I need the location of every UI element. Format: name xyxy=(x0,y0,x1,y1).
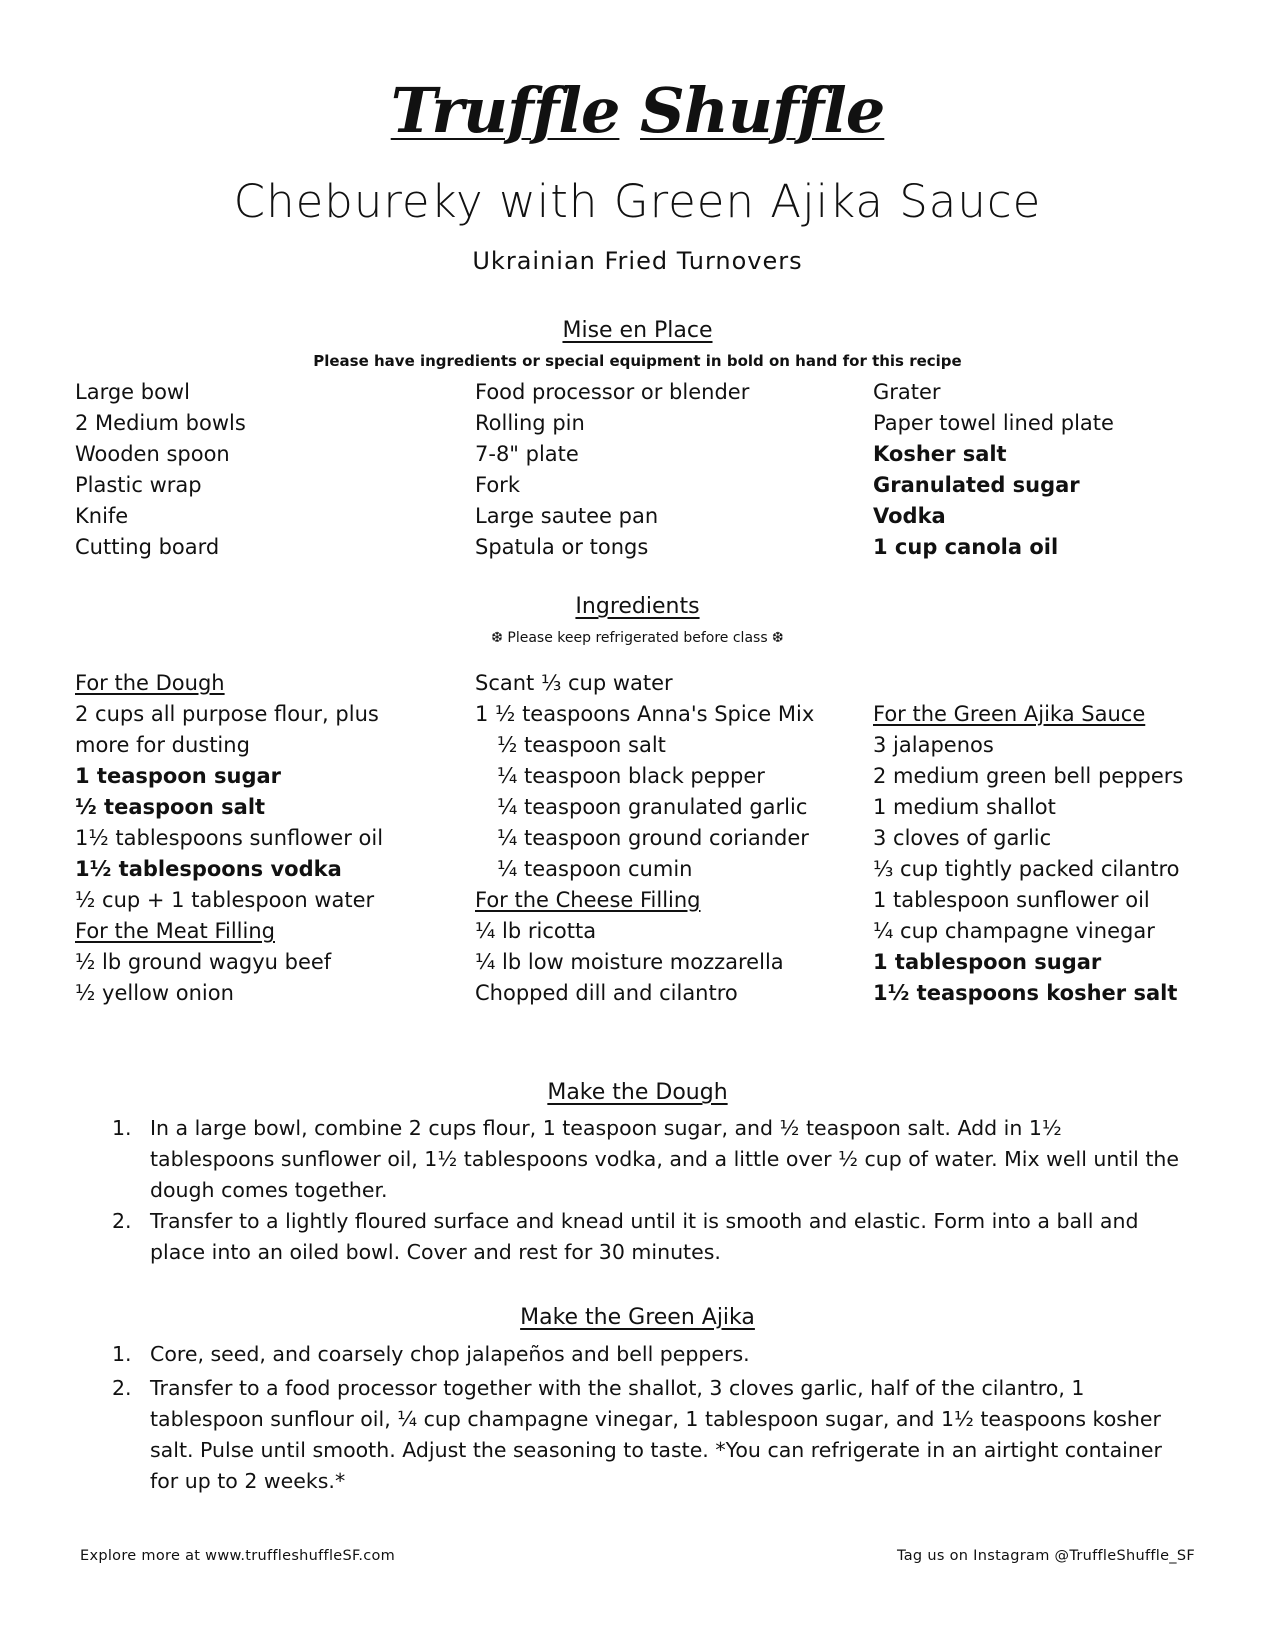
ingredient-item: more for dusting xyxy=(75,733,250,757)
ingredient-item: ½ yellow onion xyxy=(75,981,234,1005)
refrigerate-note: ❆ Please keep refrigerated before class ❆ xyxy=(491,630,784,646)
step-text: Transfer to a food processor together with the shallot, 3 cloves garlic, half of the cilantro, 1 tablespoon sunflour oil, ¼ cup champagne vinegar, 1 tablespoon sugar, and 1½ teaspoons kosher salt. Pulse until smooth. Adjust the seasoning to taste. *You can refrigerate in an airtight container for up to 2 weeks.* xyxy=(150,1376,1162,1493)
equipment-item: Large sautee pan xyxy=(475,504,659,528)
step-text: Transfer to a lightly floured surface and knead until it is smooth and elastic. Form into a ball and place into an oiled bowl. Cover and rest for 30 minutes. xyxy=(150,1209,1139,1264)
equipment-item: Cutting board xyxy=(75,535,220,559)
ingredient-item: ½ lb ground wagyu beef xyxy=(75,950,332,974)
mise-en-place-heading: Mise en Place xyxy=(562,318,713,343)
step-text: In a large bowl, combine 2 cups flour, 1 teaspoon sugar, and ½ teaspoon salt. Add in 1½ tablespoons sunflower oil, 1½ tablespoons vodka, and a little over ½ cup of water. Mix well until the dough comes together. xyxy=(150,1116,1179,1202)
step-number: 2. xyxy=(112,1209,132,1233)
equipment-column-2 xyxy=(475,377,855,563)
spice-mix-item: ¼ teaspoon black pepper xyxy=(497,764,765,788)
step-number: 1. xyxy=(112,1116,132,1140)
ajika-steps xyxy=(100,1339,1190,1497)
footer-website: Explore more at www.truffleshuffleSF.com xyxy=(80,1548,396,1564)
spice-mix-item: ¼ teaspoon ground coriander xyxy=(497,826,809,850)
ingredients-column-1 xyxy=(75,668,455,1009)
make-ajika-heading: Make the Green Ajika xyxy=(520,1305,755,1330)
equipment-item: Rolling pin xyxy=(475,411,585,435)
spice-mix-item: ¼ teaspoon granulated garlic xyxy=(497,795,808,819)
equipment-column-1 xyxy=(75,377,455,563)
ingredient-item: 3 cloves of garlic xyxy=(873,826,1052,850)
equipment-item-bold: 1 cup canola oil xyxy=(873,535,1059,559)
ingredient-item: ¼ lb ricotta xyxy=(475,919,597,943)
ingredient-item: 2 cups all purpose flour, plus xyxy=(75,702,379,726)
ingredient-item: ½ cup + 1 tablespoon water xyxy=(75,888,375,912)
dough-subheading: For the Dough xyxy=(75,671,225,695)
equipment-item: 7-8" plate xyxy=(475,442,579,466)
ajika-sauce-subheading: For the Green Ajika Sauce xyxy=(873,702,1146,726)
ingredient-item-bold: ½ teaspoon salt xyxy=(75,795,266,819)
cheese-filling-subheading: For the Cheese Filling xyxy=(475,888,701,912)
ingredient-item: 3 jalapenos xyxy=(873,733,994,757)
ingredient-item: 1 ½ teaspoons Anna's Spice Mix xyxy=(475,702,815,726)
recipe-title: Chebureky with Green Ajika Sauce xyxy=(233,175,1042,228)
logo-word-1: Truffle xyxy=(390,74,620,147)
ajika-step xyxy=(100,1373,1190,1497)
ingredient-item-bold: 1½ teaspoons kosher salt xyxy=(873,981,1178,1005)
dough-step xyxy=(100,1113,1190,1206)
ingredient-item: ¼ cup champagne vinegar xyxy=(873,919,1155,943)
equipment-item-bold: Granulated sugar xyxy=(873,473,1080,497)
ingredients-heading: Ingredients xyxy=(575,594,700,619)
footer-instagram: Tag us on Instagram @TruffleShuffle_SF xyxy=(896,1548,1195,1564)
make-dough-heading: Make the Dough xyxy=(547,1080,728,1105)
equipment-note: Please have ingredients or special equipment in bold on hand for this recipe xyxy=(313,352,962,370)
logo-word-2: Shuffle xyxy=(640,74,885,147)
ingredient-item: ⅓ cup tightly packed cilantro xyxy=(873,857,1180,881)
dough-steps xyxy=(100,1113,1190,1268)
ingredient-item: 1 tablespoon sunflower oil xyxy=(873,888,1150,912)
equipment-item: Plastic wrap xyxy=(75,473,202,497)
ingredient-item: Scant ⅓ cup water xyxy=(475,671,673,695)
ingredient-item: ¼ lb low moisture mozzarella xyxy=(475,950,784,974)
ajika-step xyxy=(100,1339,1190,1370)
equipment-item-bold: Kosher salt xyxy=(873,442,1007,466)
equipment-item: Knife xyxy=(75,504,129,528)
spice-mix-item: ½ teaspoon salt xyxy=(497,733,666,757)
ingredient-item: 1½ tablespoons sunflower oil xyxy=(75,826,384,850)
meat-filling-subheading: For the Meat Filling xyxy=(75,919,275,943)
ingredient-item-bold: 1½ tablespoons vodka xyxy=(75,857,342,881)
equipment-item: Grater xyxy=(873,380,941,404)
equipment-item: Paper towel lined plate xyxy=(873,411,1114,435)
brand-logo xyxy=(0,74,1275,147)
dough-step xyxy=(100,1206,1190,1268)
step-number: 2. xyxy=(112,1376,132,1400)
ingredient-item: 2 medium green bell peppers xyxy=(873,764,1184,788)
ingredient-item-bold: 1 tablespoon sugar xyxy=(873,950,1102,974)
ingredient-item-bold: 1 teaspoon sugar xyxy=(75,764,282,788)
step-text: Core, seed, and coarsely chop jalapeños and bell peppers. xyxy=(150,1342,750,1366)
ingredient-item: 1 medium shallot xyxy=(873,795,1056,819)
step-number: 1. xyxy=(112,1342,132,1366)
ingredients-column-2 xyxy=(475,668,855,1009)
equipment-item: Wooden spoon xyxy=(75,442,230,466)
ingredients-column-3 xyxy=(873,699,1253,1009)
equipment-item: 2 Medium bowls xyxy=(75,411,246,435)
equipment-item-bold: Vodka xyxy=(873,504,946,528)
equipment-column-3 xyxy=(873,377,1253,563)
equipment-item: Food processor or blender xyxy=(475,380,750,404)
recipe-subtitle: Ukrainian Fried Turnovers xyxy=(472,247,803,275)
spice-mix-item: ¼ teaspoon cumin xyxy=(497,857,693,881)
equipment-item: Fork xyxy=(475,473,520,497)
equipment-item: Large bowl xyxy=(75,380,190,404)
ingredient-item: Chopped dill and cilantro xyxy=(475,981,738,1005)
equipment-item: Spatula or tongs xyxy=(475,535,649,559)
